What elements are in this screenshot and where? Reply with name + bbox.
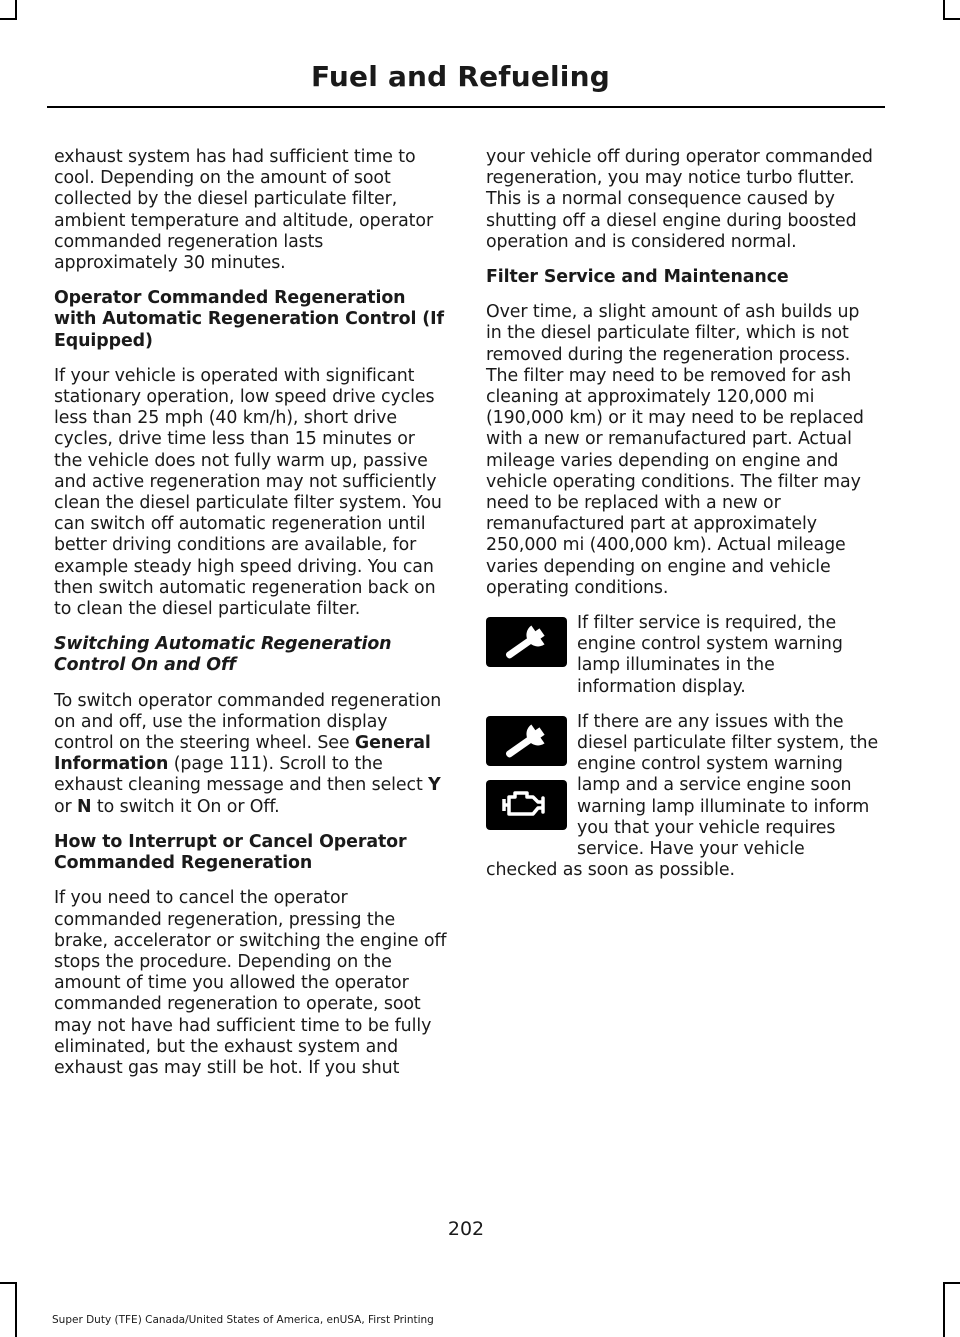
crop-mark: [15, 0, 17, 20]
crop-mark: [943, 0, 945, 20]
paragraph: If your vehicle is operated with significant stationary operation, low speed drive cycles less than 25 mph (40 km/h), short drive cycles, drive time less than 15 minutes or the vehicle does not fully warm up, passive and active regeneration may not sufficiently clean the diesel particulate filter system. You can switch off automatic regeneration until better driving conditions are available, for example steady high speed driving. You can then switch automatic regeneration back on to clean the diesel particulate filter.: [54, 365, 442, 620]
text-run: or: [54, 796, 78, 817]
text-run: (page 111). Scroll to the exhaust cleaning message and then select: [54, 754, 429, 796]
icon-text-block: [486, 613, 879, 712]
crop-mark: [943, 18, 960, 20]
right-column: [486, 147, 879, 896]
option-y: Y: [428, 775, 441, 796]
icon-group: [486, 716, 567, 844]
paragraph: If filter service is required, the engine control system warning lamp illuminates in the information display.: [577, 613, 843, 697]
header-rule: [47, 106, 885, 108]
left-column: [54, 147, 447, 1093]
paragraph: If you need to cancel the operator commanded regeneration, pressing the brake, accelerator or switching the engine off stops the procedure. Depending on the amount of time you allowed the operator commanded regeneration to operate, soot may not have had sufficient time to be fully eliminated, but the exhaust system and exhaust gas may still be hot. If you shut: [54, 888, 447, 1078]
wrench-icon: [486, 716, 567, 766]
paragraph: your vehicle off during operator commanded regeneration, you may notice turbo flutter. This is a normal consequence caused by shutting off a diesel engine during boosted operation and is considered normal.: [486, 147, 873, 252]
section-heading: Filter Service and Maintenance: [486, 267, 789, 288]
text-run: to switch it On or Off.: [91, 796, 280, 817]
wrench-icon: [486, 617, 567, 667]
crop-mark: [0, 18, 17, 20]
icon-group: [486, 617, 567, 681]
page-number: 202: [447, 1218, 485, 1240]
cross-reference-link[interactable]: General Information: [54, 733, 431, 775]
crop-mark: [943, 1282, 945, 1337]
check-engine-icon: [486, 780, 567, 830]
paragraph: exhaust system has had sufficient time to cool. Depending on the amount of soot collected by the diesel particulate filter, ambient temperature and altitude, operator commanded regeneration lasts approximately 30 minutes.: [54, 147, 433, 274]
option-n: N: [77, 796, 92, 817]
crop-mark: [943, 1282, 960, 1284]
section-heading: How to Interrupt or Cancel Operator Commanded Regeneration: [54, 831, 407, 874]
paragraph: If there are any issues with the diesel particulate filter system, the engine control system warning lamp and a service engine soon warning lamp illuminate to inform you that your vehicle requires service. Have your vehicle checked as soon as possible.: [486, 711, 879, 881]
paragraph: Over time, a slight amount of ash builds up in the diesel particulate filter, which is not removed during the regeneration process. The filter may need to be removed for ash cleaning at approximately 120,000 mi (190,000 km) or it may need to be replaced with a new or remanufactured part. Actual mileage varies depending on engine and vehicle operating conditions. The filter may need to be replaced with a new or remanufactured part at approximately 250,000 mi (400,000 km). Actual mileage varies depending on engine and vehicle operating conditions.: [486, 302, 864, 598]
page-title: Fuel and Refueling: [310, 60, 610, 93]
icon-text-block: [486, 712, 879, 896]
subsection-heading: Switching Automatic Regeneration Control On and Off: [54, 634, 392, 676]
text-run: To switch operator commanded regeneration on and off, use the information display control on the steering wheel. See: [54, 690, 442, 754]
section-heading: Operator Commanded Regeneration with Automatic Regeneration Control (If Equipped): [54, 288, 444, 351]
crop-mark: [15, 1282, 17, 1337]
paragraph: [54, 691, 447, 818]
crop-mark: [0, 1282, 17, 1284]
footer-text: Super Duty (TFE) Canada/United States of America, enUSA, First Printing: [52, 1314, 434, 1326]
